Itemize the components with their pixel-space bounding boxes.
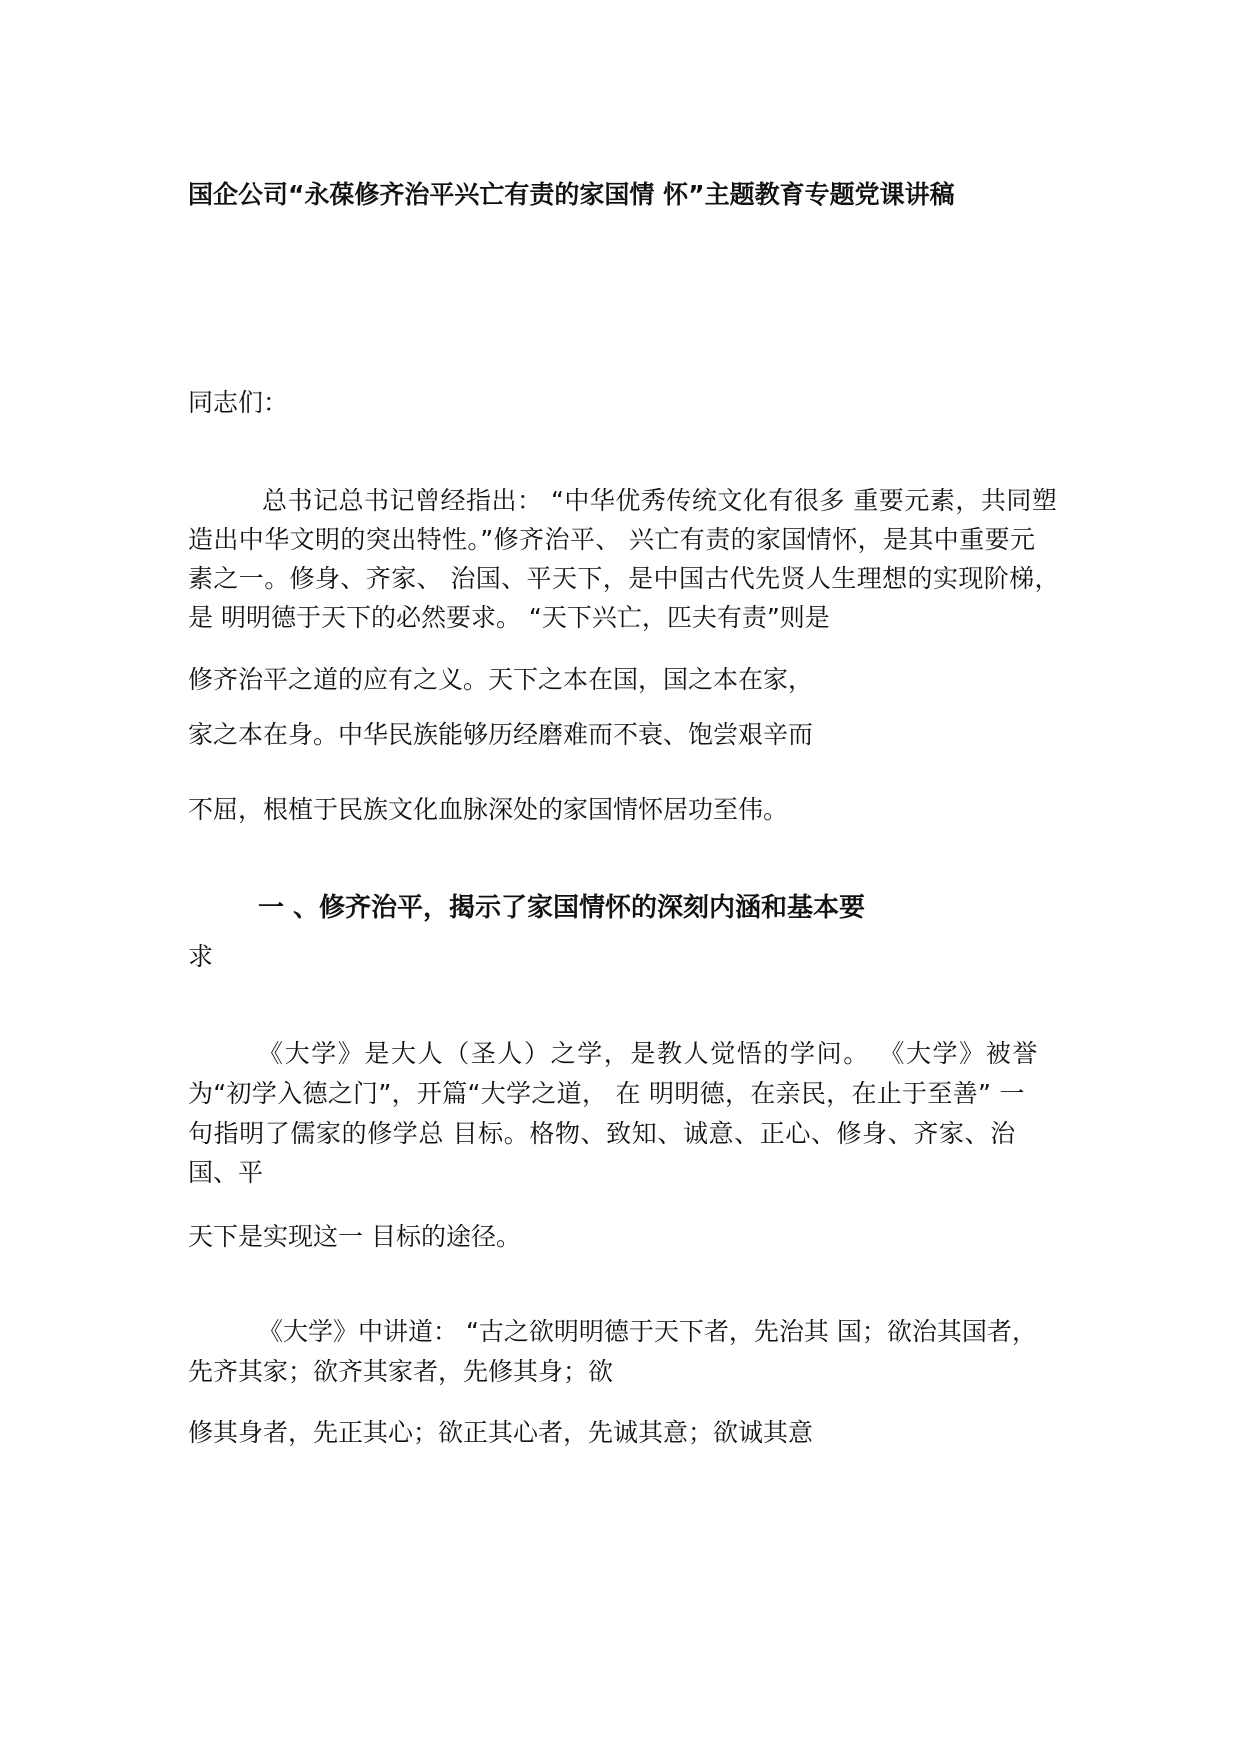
section-heading: 一 、修齐治平，揭示了家国情怀的深刻内涵和基本要	[258, 893, 866, 923]
paragraph-line: 造出中华文明的突出特性。”修齐治平、 兴亡有责的家国情怀，是其中重要元	[188, 525, 1036, 554]
document-title: 国企公司“永葆修齐治平兴亡有责的家国情 怀”主题教育专题党课讲稿	[188, 180, 955, 209]
paragraph-line: 不屈，根植于民族文化血脉深处的家国情怀居功至伟。	[188, 795, 789, 824]
paragraph-line: 天下是实现这一 目标的途径。	[188, 1222, 521, 1251]
salutation: 同志们：	[188, 388, 289, 417]
paragraph-line: 先齐其家；欲齐其家者，先修其身；欲	[188, 1357, 614, 1386]
paragraph-line: 素之一。修身、齐家、 治国、平天下，是中国古代先贤人生理想的实现阶梯，	[188, 564, 1060, 593]
section-heading-continued: 求	[188, 942, 214, 971]
paragraph-line: 家之本在身。中华民族能够历经磨难而不衰、饱尝艰辛而	[188, 720, 814, 749]
paragraph-line: 《大学》是大人（圣人）之学，是教人觉悟的学问。 《大学》被誉	[258, 1039, 1039, 1068]
paragraph-line: 句指明了儒家的修学总 目标。格物、致知、诚意、正心、修身、齐家、治	[188, 1119, 1016, 1148]
paragraph-line: 修齐治平之道的应有之义。天下之本在国，国之本在家，	[188, 665, 814, 694]
paragraph-line: 总书记总书记曾经指出： “中华优秀传统文化有很多 重要元素，共同塑	[262, 486, 1058, 515]
paragraph-line: 是 明明德于天下的必然要求。 “天下兴亡，匹夫有责”则是	[188, 603, 830, 632]
paragraph-line: 为“初学入德之门”，开篇“大学之道， 在 明明德，在亲民，在止于至善” 一	[188, 1079, 1025, 1108]
paragraph-line: 《大学》中讲道： “古之欲明明德于天下者，先治其 国；欲治其国者，	[258, 1317, 1037, 1346]
paragraph-line: 修其身者，先正其心；欲正其心者，先诚其意；欲诚其意	[188, 1418, 814, 1447]
paragraph-line: 国、平	[188, 1158, 264, 1187]
